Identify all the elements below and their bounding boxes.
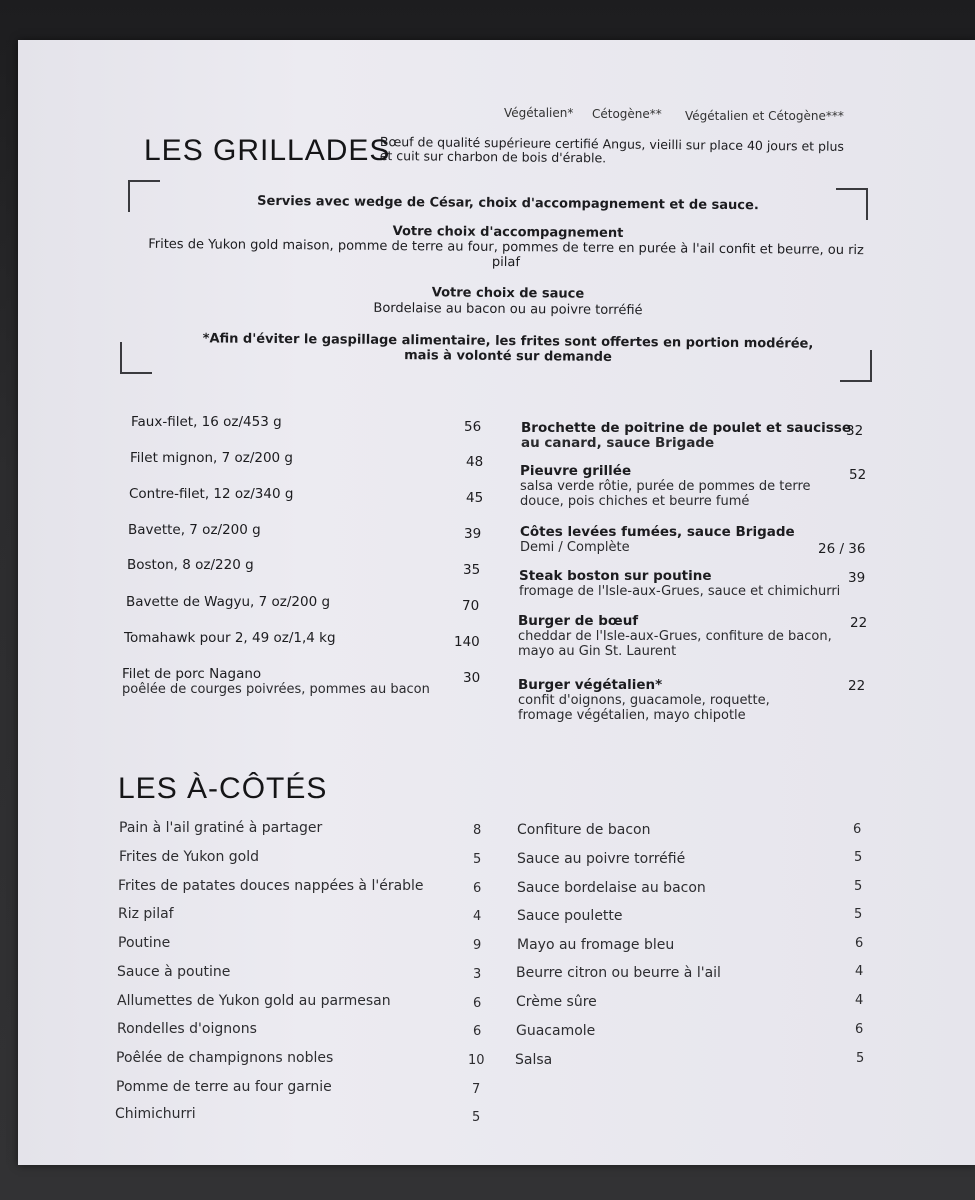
- diet-legend-vegan: Végétalien*: [504, 106, 574, 120]
- side-price: 3: [473, 967, 482, 982]
- item-price: 22: [848, 678, 866, 694]
- side-item: Pomme de terre au four garnie: [116, 1079, 332, 1095]
- item-price: 39: [464, 526, 482, 542]
- side-price: 4: [855, 993, 864, 1008]
- item-price: 52: [849, 467, 867, 483]
- side-item: Pain à l'ail gratiné à partager: [119, 820, 323, 836]
- side-price: 6: [473, 1024, 482, 1039]
- menu-item: Côtes levées fumées, sauce Brigade Demi / Complète: [520, 524, 795, 555]
- side-price: 5: [472, 1110, 481, 1125]
- item-price: 140: [454, 634, 480, 650]
- side-price: 4: [473, 909, 482, 924]
- item-price: 56: [464, 419, 482, 435]
- side-price: 5: [854, 907, 863, 922]
- side-item: Sauce poulette: [517, 908, 623, 924]
- side-item: Riz pilaf: [118, 906, 174, 922]
- menu-page: [18, 40, 975, 1165]
- side-price: 10: [468, 1053, 485, 1068]
- menu-item: Burger de bœuf cheddar de l'Isle-aux-Grues, confiture de bacon, mayo au Gin St. Laurent: [518, 613, 832, 659]
- side-item: Poêlée de champignons nobles: [116, 1050, 334, 1066]
- side-item: Poutine: [118, 935, 171, 951]
- side-item: Frites de Yukon gold: [119, 849, 260, 865]
- side-item: Mayo au fromage bleu: [517, 937, 675, 953]
- side-item: Guacamole: [516, 1023, 596, 1039]
- item-price: 70: [462, 598, 480, 614]
- diet-legend-vegan-keto: Végétalien et Cétogène***: [685, 109, 844, 123]
- grillades-title: LES GRILLADES: [144, 134, 391, 167]
- side-price: 6: [473, 881, 482, 896]
- side-item: Crème sûre: [516, 994, 597, 1010]
- side-price: 5: [856, 1051, 865, 1066]
- menu-item: Burger végétalien* confit d'oignons, guacamole, roquette, fromage végétalien, mayo chipotle: [518, 677, 770, 723]
- item-price: 48: [466, 454, 484, 470]
- fries-note-line1: *Afin d'éviter le gaspillage alimentaire, les frites sont offertes en portion modérée,: [202, 331, 814, 352]
- item-price: 22: [850, 615, 868, 631]
- menu-item: Boston, 8 oz/220 g: [127, 557, 254, 573]
- menu-item: Tomahawk pour 2, 49 oz/1,4 kg: [124, 630, 336, 646]
- diet-legend-keto: Cétogène**: [592, 107, 662, 121]
- side-choice-options: Frites de Yukon gold maison, pomme de terre au four, pommes de terre en purée à l'ail confit et beurre, ou riz pilaf: [148, 236, 864, 271]
- side-price: 6: [853, 822, 862, 837]
- side-choice-heading: Votre choix d'accompagnement: [392, 223, 624, 242]
- side-item: Salsa: [515, 1052, 553, 1068]
- menu-item: Faux-filet, 16 oz/453 g: [131, 414, 282, 430]
- side-item: Frites de patates douces nappées à l'érable: [118, 878, 424, 894]
- side-price: 8: [473, 823, 482, 838]
- side-item: Sauce bordelaise au bacon: [517, 880, 706, 896]
- cotes-title: LES À-CÔTÉS: [118, 772, 328, 805]
- side-price: 6: [855, 936, 864, 951]
- sauce-choice-heading: Votre choix de sauce: [431, 285, 585, 302]
- item-price: 35: [463, 562, 481, 578]
- side-price: 9: [473, 938, 482, 953]
- item-price: 32: [846, 423, 864, 439]
- side-price: 4: [855, 964, 864, 979]
- item-price: 30: [463, 670, 481, 686]
- sauce-choice-options: Bordelaise au bacon ou au poivre torréfié: [373, 300, 643, 319]
- menu-item: Bavette, 7 oz/200 g: [128, 522, 261, 538]
- item-price: 39: [848, 570, 866, 586]
- side-item: Sauce à poutine: [117, 964, 231, 980]
- side-item: Confiture de bacon: [517, 822, 651, 838]
- menu-item: Pieuvre grillée salsa verde rôtie, purée de pommes de terre douce, pois chiches et beurre fumé: [520, 463, 811, 509]
- grillades-description: Bœuf de qualité supérieure certifié Angus, vieilli sur place 40 jours et plus et cuit sur charbon de bois d'érable.: [379, 134, 845, 166]
- side-item: Chimichurri: [115, 1106, 196, 1122]
- menu-item: Contre-filet, 12 oz/340 g: [129, 486, 294, 502]
- side-price: 6: [473, 996, 482, 1011]
- served-with: Servies avec wedge de César, choix d'accompagnement et de sauce.: [257, 193, 759, 214]
- side-item: Allumettes de Yukon gold au parmesan: [117, 993, 391, 1009]
- item-price: 26 / 36: [818, 541, 866, 557]
- side-price: 5: [854, 850, 863, 865]
- menu-item: Brochette de poitrine de poulet et saucisse au canard, sauce Brigade: [521, 420, 851, 451]
- item-price: 45: [466, 490, 484, 506]
- side-price: 7: [472, 1082, 481, 1097]
- side-item: Sauce au poivre torréfié: [517, 851, 686, 867]
- side-item: Beurre citron ou beurre à l'ail: [516, 965, 721, 981]
- side-price: 5: [473, 852, 482, 867]
- side-price: 6: [855, 1022, 864, 1037]
- side-price: 5: [854, 879, 863, 894]
- menu-item: Steak boston sur poutine fromage de l'Isle-aux-Grues, sauce et chimichurri: [519, 568, 841, 599]
- menu-item: Bavette de Wagyu, 7 oz/200 g: [126, 594, 331, 610]
- menu-item: Filet de porc Nagano poêlée de courges poivrées, pommes au bacon: [122, 666, 430, 697]
- side-item: Rondelles d'oignons: [117, 1021, 257, 1037]
- menu-item: Filet mignon, 7 oz/200 g: [130, 450, 294, 466]
- fries-note-line2: mais à volonté sur demande: [404, 348, 612, 365]
